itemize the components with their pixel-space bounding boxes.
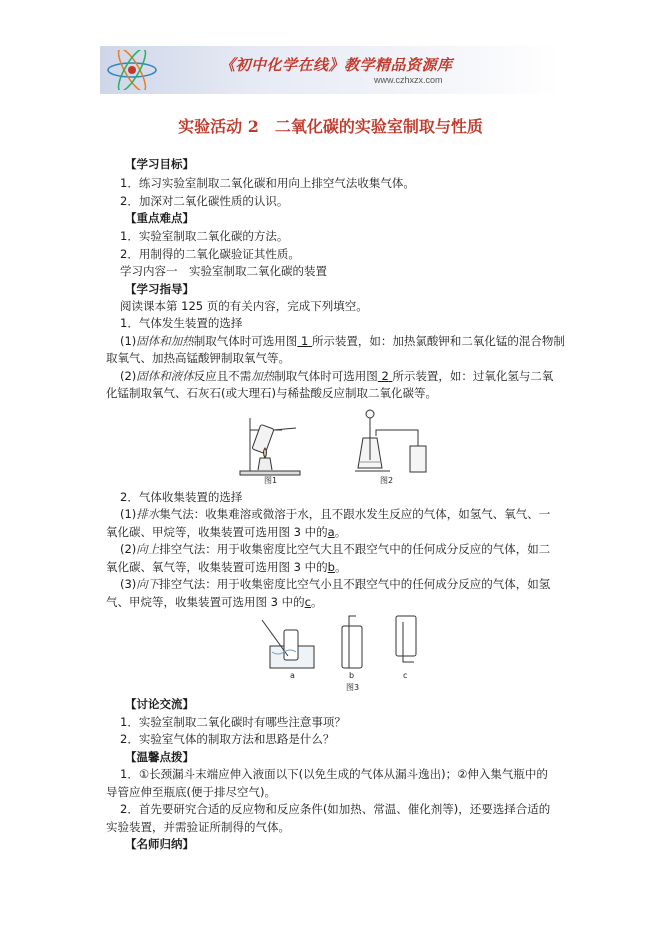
figure-1-heating-apparatus <box>240 418 300 475</box>
goal-item: 1．练习实验室制取二氧化碳和用向上排空气法收集气体。 <box>120 176 415 190</box>
header-banner <box>100 46 560 94</box>
tip-1-cont: 导管应伸至瓶底(便于排尽空气)。 <box>106 785 276 799</box>
gen-paragraph-1: (1)固体和加热制取气体时可选用图 1 所示装置，如：加热氯酸钾和二氧化锰的混合物制 <box>120 334 565 348</box>
discuss-heading: 【讨论交流】 <box>125 697 194 711</box>
guide-heading: 【学习指导】 <box>125 282 194 296</box>
gen-paragraph-2: (2)固体和液体反应且不需加热制取气体时可选用图 2 所示装置，如：过氧化氢与二氧 <box>120 369 554 383</box>
figure-2-caption: 图2 <box>380 476 394 485</box>
banner-title: 《初中化学在线》教学精品资源库 <box>220 56 453 74</box>
figure-1-caption: 图1 <box>264 476 278 485</box>
gen-heading: 1．气体发生装置的选择 <box>120 316 243 330</box>
tip-1: 1．①长颈漏斗末端应伸入液面以下(以免生成的气体从漏斗逸出)；②伸入集气瓶中的 <box>120 767 548 781</box>
col-paragraph-3: (3)向下排空气法：用于收集密度比空气小且不跟空气中的任何成分反应的气体，如氢 <box>120 577 551 591</box>
tip-2-cont: 实验装置，并需验证所制得的气体。 <box>106 820 290 834</box>
summary-heading: 【名师归纳】 <box>125 837 194 851</box>
focus-item: 1．实验室制取二氧化碳的方法。 <box>120 229 289 243</box>
banner-url: www.czhxzx.com <box>374 75 443 85</box>
figure-3b-label: b <box>349 671 355 680</box>
tips-heading: 【温馨点拨】 <box>125 750 194 764</box>
figure-2-flask-apparatus <box>355 410 426 472</box>
col-paragraph-1: (1)排水集气法：收集难溶或微溶于水，且不跟水发生反应的气体，如氢气、氧气、一 <box>120 507 551 521</box>
focus-heading: 【重点难点】 <box>125 211 194 225</box>
col-paragraph-2-cont: 氧化碳、氧气等，收集装置可选用图 3 中的b。 <box>106 560 347 574</box>
figure-3a-water-trough <box>262 620 314 668</box>
gen-paragraph-1-cont: 取氧气、加热高锰酸钾制取氧气等。 <box>106 351 290 365</box>
figure-3c-label: c <box>403 671 408 680</box>
gen-paragraph-2-cont: 化锰制取氧气、石灰石(或大理石)与稀盐酸反应制取二氧化碳等。 <box>106 386 437 400</box>
tip-2: 2．首先要研究合适的反应物和反应条件(如加热、常温、催化剂等)，还要选择合适的 <box>120 802 551 816</box>
content-heading: 学习内容一 实验室制取二氧化碳的装置 <box>120 264 327 278</box>
figure-3a-label: a <box>290 671 295 680</box>
figure-3 <box>258 612 438 692</box>
col-paragraph-3-cont: 气、甲烷等，收集装置可选用图 3 中的c。 <box>106 595 323 609</box>
goals-heading: 【学习目标】 <box>125 157 194 171</box>
focus-item: 2．用制得的二氧化碳验证其性质。 <box>120 247 300 261</box>
figure-3-caption: 图3 <box>346 683 360 692</box>
figure-1-2 <box>230 408 440 486</box>
guide-intro: 阅读课本第 125 页的有关内容，完成下列填空。 <box>120 299 368 313</box>
col-heading: 2．气体收集装置的选择 <box>120 490 243 504</box>
col-paragraph-2: (2)向上排空气法：用于收集密度比空气大且不跟空气中的任何成分反应的气体，如二 <box>120 542 551 556</box>
discuss-item: 2．实验室气体的制取方法和思路是什么？ <box>120 732 335 746</box>
discuss-item: 1．实验室制取二氧化碳时有哪些注意事项？ <box>120 715 346 729</box>
figure-3c-downward-bottle <box>396 616 416 662</box>
atom-logo-icon <box>104 50 160 90</box>
figure-3b-upward-bottle <box>342 616 362 668</box>
page-title: 实验活动 2 二氧化碳的实验室制取与性质 <box>178 117 483 136</box>
goal-item: 2．加深对二氧化碳性质的认识。 <box>120 194 289 208</box>
col-paragraph-1-cont: 氧化碳、甲烷等，收集装置可选用图 3 中的a。 <box>106 525 347 539</box>
